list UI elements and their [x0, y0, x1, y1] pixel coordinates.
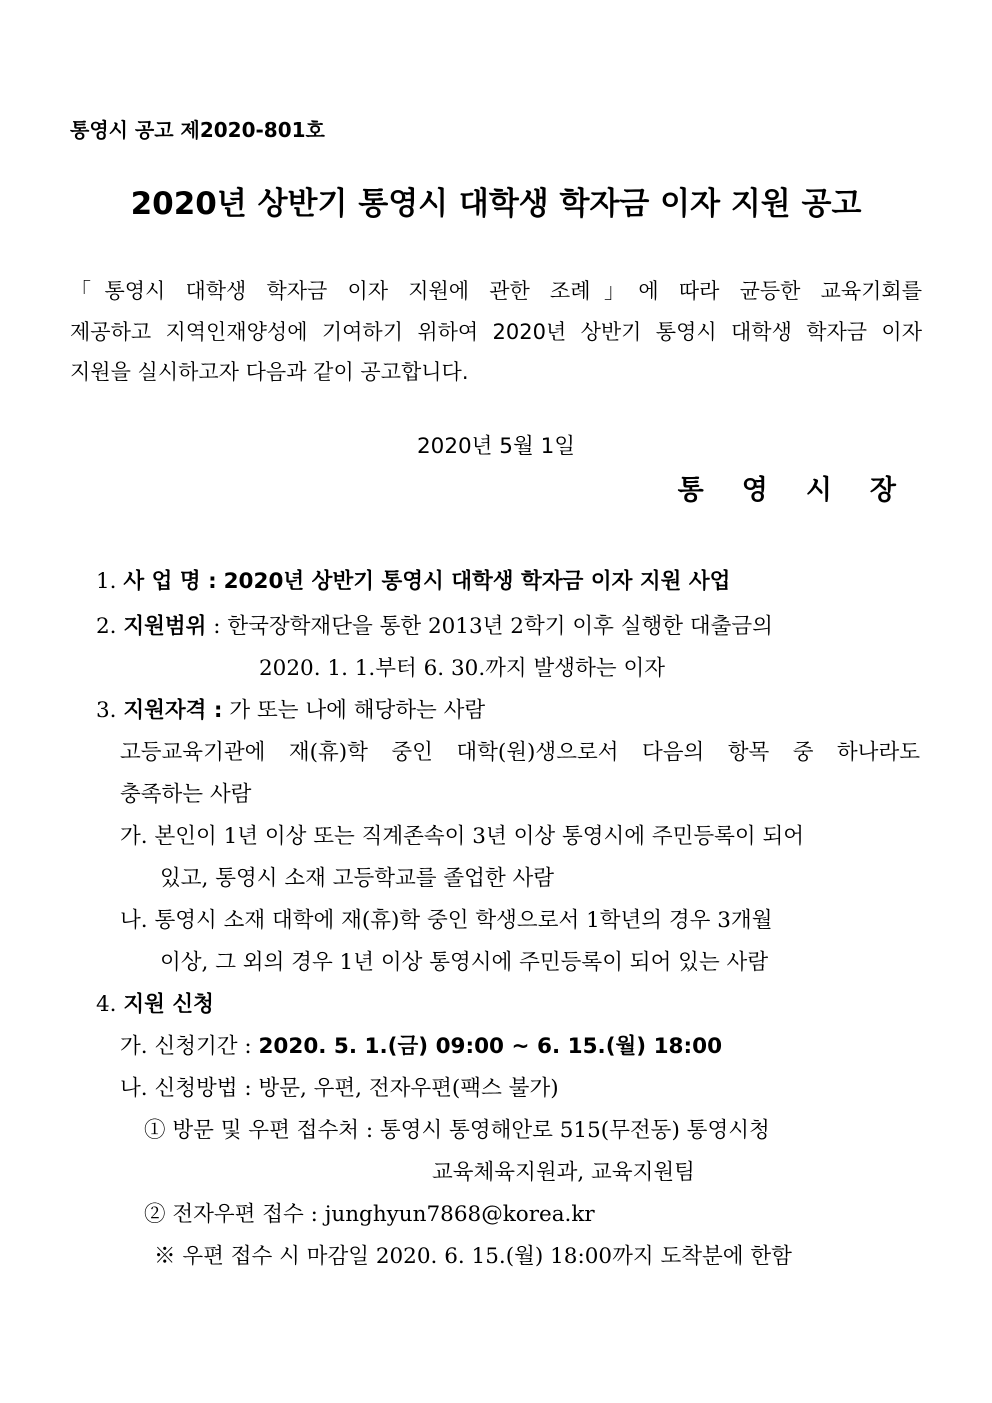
section-number: 2.	[96, 614, 117, 639]
section-number: 3.	[96, 698, 117, 723]
visit-mail-address-1: ① 방문 및 우편 접수처 : 통영시 통영해안로 515(무전동) 통영시청	[144, 1118, 770, 1143]
eligibility-item-a-1: 가. 본인이 1년 이상 또는 직계존속이 3년 이상 통영시에 주민등록이 되어	[120, 824, 805, 849]
section-value: 2020년 상반기 통영시 대학생 학자금 이자 지원 사업	[223, 569, 731, 594]
section-value: 가 또는 나에 해당하는 사람	[229, 698, 486, 723]
mail-deadline-note: ※ 우편 접수 시 마감일 2020. 6. 15.(월) 18:00까지 도착분에 한함	[154, 1244, 792, 1269]
application-method: 나. 신청방법 : 방문, 우편, 전자우편(팩스 불가)	[120, 1076, 559, 1101]
section-label: 지원자격 :	[123, 698, 223, 723]
notice-date: 2020년 5월 1일	[416, 434, 576, 459]
section-number: 1.	[96, 569, 117, 594]
signer: 통영시장	[677, 475, 934, 506]
period-label: 가. 신청기간 :	[120, 1034, 252, 1059]
intro-line-1: 「통영시 대학생 학자금 이자 지원에 관한 조례」에 따라 균등한 교육기회를	[70, 279, 922, 303]
eligibility-description-1: 고등교육기관에 재(휴)학 중인 대학(원)생으로서 다음의 항목 중 하나라도	[120, 740, 920, 765]
section-label: 지원범위	[123, 614, 207, 639]
section-4	[96, 991, 214, 1019]
page-title: 2020년 상반기 통영시 대학생 학자금 이자 지원 공고	[130, 186, 862, 222]
visit-mail-address-2: 교육체육지원과, 교육지원팀	[432, 1160, 695, 1185]
email-submission[interactable]: ② 전자우편 접수 : junghyun7868@korea.kr	[144, 1202, 595, 1227]
period-value: 2020. 5. 1.(금) 09:00 ~ 6. 15.(월) 18:00	[258, 1034, 723, 1059]
section-3	[96, 697, 485, 725]
section-2-continuation: 2020. 1. 1.부터 6. 30.까지 발생하는 이자	[259, 656, 665, 681]
section-number: 4.	[96, 992, 117, 1017]
notice-number: 통영시 공고 제2020-801호	[70, 118, 325, 142]
section-1	[96, 568, 730, 596]
eligibility-item-a-2: 있고, 통영시 소재 고등학교를 졸업한 사람	[160, 866, 555, 891]
section-value: : 한국장학재단을 통한 2013년 2학기 이후 실행한 대출금의	[213, 614, 773, 639]
section-2	[96, 613, 773, 641]
intro-line-3: 지원을 실시하고자 다음과 같이 공고합니다.	[70, 360, 469, 384]
eligibility-description-2: 충족하는 사람	[120, 782, 252, 807]
eligibility-item-b-1: 나. 통영시 소재 대학에 재(휴)학 중인 학생으로서 1학년의 경우 3개월	[120, 908, 773, 933]
eligibility-item-b-2: 이상, 그 외의 경우 1년 이상 통영시에 주민등록이 되어 있는 사람	[160, 950, 769, 975]
application-period	[120, 1033, 722, 1061]
section-label: 지원 신청	[123, 992, 214, 1017]
intro-line-2: 제공하고 지역인재양성에 기여하기 위하여 2020년 상반기 통영시 대학생 학자금 이자	[70, 320, 922, 344]
section-label: 사 업 명 :	[123, 569, 217, 594]
